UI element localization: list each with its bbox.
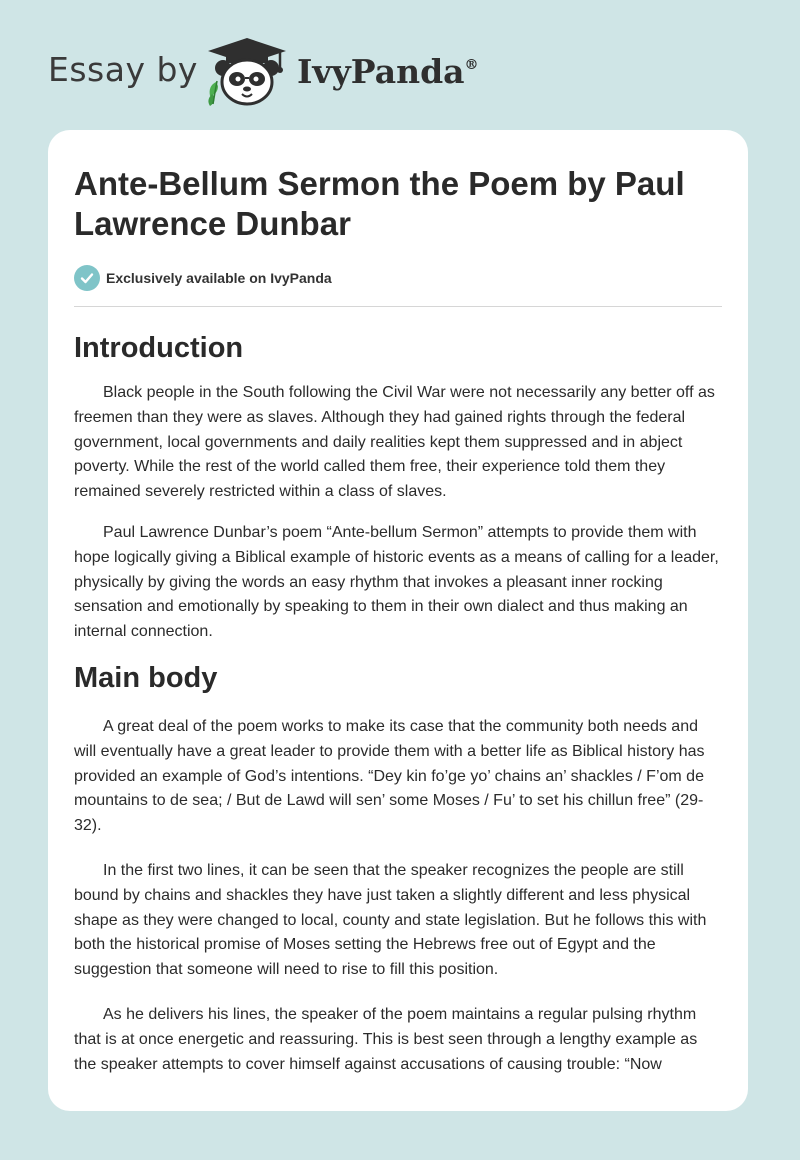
paragraph: As he delivers his lines, the speaker of the poem maintains a regular pulsing rhythm that is at once energetic and reassuring. This is best seen through a lengthy example as the speaker attempts to cover himself against accusations of causing trouble: “Now xyxy=(74,1005,698,1073)
essay-title: Ante-Bellum Sermon the Poem by Paul Lawrence Dunbar xyxy=(74,165,685,242)
paragraph: A great deal of the poem works to make its case that the community both needs and will eventually have a great leader to provide them with a better life as Biblical history has provided an example of God’s intentions. “Dey kin fo’ge yo’ chains an’ shackles / F’om de mountains to de sea; / But de Lawd will sen’ some Moses / Fu’ to set his chillun free” (29-32). xyxy=(74,717,705,835)
checkmark-icon xyxy=(74,265,100,291)
paragraph: In the first two lines, it can be seen that the speaker recognizes the people are still bound by chains and shackles they have just taken a slightly different and less physical shape as they were changed to local, county and state legislation. But he follows this with both the historical promise of Moses setting the Hebrews free out of Egypt and the suggestion that someone will need to rise to fill this position. xyxy=(74,861,707,979)
section-heading-main-body: Main body xyxy=(74,661,218,694)
essay-by-label: Essay by xyxy=(48,50,198,89)
panda-graduate-logo-icon[interactable] xyxy=(202,36,292,108)
paragraph: Paul Lawrence Dunbar’s poem “Ante-bellum Sermon” attempts to provide them with hope logically giving a Biblical example of historic events as a means of calling for a leader, physically by giving the words an easy rhythm that invokes a pleasant inner rocking sensation and emotionally by speaking to them in their own dialect and thus making an internal connection. xyxy=(74,523,719,641)
divider xyxy=(74,306,722,307)
exclusive-label: Exclusively available on IvyPanda xyxy=(106,270,332,286)
site-header xyxy=(0,0,800,130)
ivypanda-brand-name[interactable] xyxy=(297,52,479,91)
registered-mark: ® xyxy=(464,57,479,73)
brand-text: IvyPanda xyxy=(297,52,465,91)
paragraph: Black people in the South following the Civil War were not necessarily any better off as freemen than they were as slaves. Although they had gained rights through the federal government, local governments and daily realities kept them suppressed and in abject poverty. While the rest of the world called them free, their experience told them they remained severely restricted within a class of slaves. xyxy=(74,384,715,501)
exclusive-badge xyxy=(74,264,722,292)
essay-card xyxy=(48,130,748,1111)
section-heading-introduction: Introduction xyxy=(74,332,244,364)
